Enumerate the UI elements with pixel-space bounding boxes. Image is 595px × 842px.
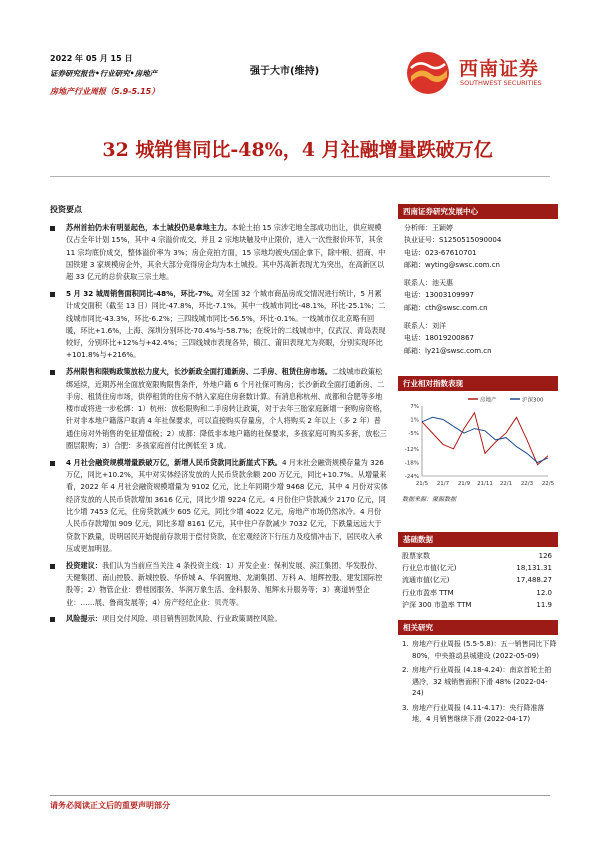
bullet-square-icon bbox=[50, 461, 55, 466]
related-header: 相关研究 bbox=[398, 620, 558, 635]
footer-divider bbox=[50, 795, 550, 796]
analyst-name: 分析师：王颖婷 bbox=[404, 224, 453, 232]
row-key: 行业市盈率 TTM bbox=[402, 588, 454, 597]
y-tick-label: -5% bbox=[408, 431, 419, 438]
bullet-square-icon bbox=[50, 617, 55, 622]
chart-source: 数据来源：聚源数据 bbox=[402, 496, 457, 503]
analyst-email[interactable]: 邮箱：ly21@swsc.com.cn bbox=[404, 346, 492, 355]
index-chart-panel bbox=[398, 376, 558, 503]
row-key: 流通市值(亿元) bbox=[402, 576, 450, 585]
bullet-text: 二线城市政策松绑延续，近期苏州全面放宽限购限售条件，外地户籍 6 个月社保可购房；长沙新政全面打通新房、二手房、租赁住房市场，供停租赁的住房不纳入家庭住房套数计算。有消息称杭州、成都和合肥等多地楼市或将进一步松绑：1）杭州：放松限购和二手房转让政策，对于去年三胎家庭新增一套购房资格，针对非本地户籍落户取消 4 年社保要求，可以直接购买存量房，个人将购买 2 年以上（多 2 年）普通住房对外销售的免征增值税；2）成都：降低非本地户籍的社保要求，多孩家庭可购买多套，放松三圈层限购；3）合肥：多孩家庭首付比例低至 3 成。 bbox=[66, 367, 387, 451]
bullet-lead: 苏州限售和限购政策放松力度大，长沙新政全面打通新房、二手房、租赁住房市场。 bbox=[66, 367, 332, 377]
analyst-line: 执业证号：S1250515090004 bbox=[404, 236, 502, 245]
related-research-panel bbox=[398, 620, 558, 729]
y-tick-label: -12% bbox=[404, 446, 419, 453]
bullet-text: 我们认为当前应当关注 4 条投资主线：1）开发企业：保利发展、滨江集团、华发股份、天健集团、南山控股、新城控股、华侨城 A、华润置地、龙湖集团、万科 A、旭辉控股、建发国际控股等；2）物管企业：碧桂园服务、华润万象生活、金科服务、旭辉永升服务等；3）赛道转型企业：……展、鲁商发展等；4）房产经纪企业：贝壳等。 bbox=[66, 560, 383, 607]
row-value: 17,488.27 bbox=[516, 576, 552, 585]
bullet-lead: 4 月社会融资规模增量跌破万亿，新增人民币贷款同比新崖式下跌。 bbox=[66, 457, 282, 467]
relative-index-chart bbox=[398, 394, 558, 494]
analyst-line: 电话：13003109997 bbox=[404, 291, 474, 300]
row-value: 12.0 bbox=[536, 588, 552, 597]
summary-body bbox=[50, 222, 388, 630]
summary-bullet bbox=[50, 457, 388, 555]
related-item-text[interactable]: 房地产行业周报 (4.18-4.24)：南京首轮土拍遇冷，32 城销售面积下滑 48% (2022-04-24) bbox=[412, 666, 552, 697]
series-line bbox=[422, 417, 548, 462]
bullet-lead: 风险提示： bbox=[66, 614, 102, 624]
analyst-name: 联系人：池天惠 bbox=[404, 279, 453, 288]
x-tick-label: 21/7 bbox=[436, 481, 450, 487]
report-name: 房地产行业周报（5.9-5.15） bbox=[50, 87, 160, 96]
chart-header: 行业相对指数表现 bbox=[398, 376, 558, 391]
table-row bbox=[398, 574, 558, 586]
legend-label: 沪深300 bbox=[522, 397, 544, 404]
bullet-square-icon bbox=[50, 370, 55, 375]
y-tick-label: -18% bbox=[404, 460, 419, 467]
basic-data-table bbox=[398, 547, 558, 611]
y-tick-label: 7% bbox=[410, 404, 419, 410]
analyst-name: 联系人：刘洋 bbox=[404, 322, 446, 331]
report-type: 证券研究报告•行业研究•房地产 bbox=[50, 69, 158, 78]
company-logo bbox=[405, 50, 555, 95]
related-item[interactable]: 3. 房地产行业周报 (4.11-4.17)：央行降准落地，4 月销售继续下滑 (2022-04-17) bbox=[402, 703, 545, 723]
summary-bullet bbox=[50, 613, 388, 625]
legend-label: 房地产 bbox=[480, 397, 497, 404]
summary-heading: 投资要点 bbox=[50, 205, 82, 214]
analyst-list bbox=[398, 219, 558, 357]
logo-text-cn: 西南证券 bbox=[459, 58, 540, 80]
logo-text-en: SOUTHWEST SECURITIES bbox=[460, 79, 542, 87]
row-value: 11.9 bbox=[536, 600, 552, 609]
related-item[interactable]: 2. 房地产行业周报 (4.18-4.24)：南京首轮土拍遇冷，32 城销售面积下滑 48% (2022-04-24) bbox=[402, 666, 552, 697]
bullet-square-icon bbox=[50, 292, 55, 297]
analyst-header: 西南证券研究发展中心 bbox=[398, 204, 558, 219]
summary-bullet bbox=[50, 366, 388, 452]
analyst-email[interactable]: 邮箱：wyting@swsc.com.cn bbox=[404, 260, 500, 269]
basic-data-header: 基础数据 bbox=[398, 532, 558, 547]
x-tick-label: 22/1 bbox=[499, 481, 513, 487]
x-tick-label: 22/3 bbox=[520, 481, 534, 487]
related-item[interactable]: 1. 房地产行业周报 (5.5-5.8)：五一销售同比下降 80%，中央推动县城建设 (2022-05-09) bbox=[402, 640, 557, 660]
logo-mark-icon bbox=[405, 50, 451, 96]
analyst-panel bbox=[398, 204, 558, 357]
x-tick-label: 21/9 bbox=[457, 481, 471, 487]
basic-data-panel bbox=[398, 532, 558, 611]
page-title: 32 城销售同比-48%，4 月社融增量跌破万亿 bbox=[102, 139, 493, 161]
series-line bbox=[422, 413, 548, 465]
table-row bbox=[398, 599, 558, 611]
row-value: 126 bbox=[538, 552, 552, 560]
y-tick-label: -24% bbox=[404, 474, 419, 480]
bullet-lead: 5 月 32 城周销售面积同比-48%，环比-7%。 bbox=[66, 288, 218, 298]
row-key: 沪深 300 市盈率 TTM bbox=[402, 600, 472, 609]
analyst-line: 电话：023-67610701 bbox=[404, 248, 477, 257]
bullet-text: 项目交付风险、项目销售回款风险、行业政策调控风险。 bbox=[101, 614, 282, 624]
row-key: 股票家数 bbox=[402, 552, 430, 560]
bullet-lead: 苏州首拍仍未有明显起色，本土城投仍是拿地主力。 bbox=[66, 223, 232, 232]
bullet-square-icon bbox=[50, 564, 55, 569]
related-item-text[interactable]: 房地产行业周报 (5.5-5.8)：五一销售同比下降 80%，中央推动县城建设 (2022-05-09) bbox=[412, 640, 557, 660]
table-row bbox=[398, 587, 558, 599]
x-tick-label: 21/5 bbox=[415, 481, 429, 487]
report-date: 2022 年 05 月 15 日 bbox=[50, 54, 133, 63]
bullet-text: 对全国 32 个城市商品房成交情况进行统计，5 月累计成交面积（截至 13 日）同比-47.8%，环比-7.1%。其中一线城市同比-48.1%，环比-25.1%；二线城市同比-43.3%，环比-6.2%；三四线城市同比-56.5%，环比-0.1%。一线城市仅北京略有回暖，环比+1.6%，上海、深圳分别环比-70.4%与-58.7%；在统计的二线城市中，仅武汉、青岛表现较好，分别环比+12%与+42.4%；三四线城市表现各异，镇江、莆田表现尤为亮眼，分别实现环比+101.8%与+216%。 bbox=[66, 288, 386, 360]
summary-bullet bbox=[50, 288, 388, 362]
x-tick-label: 22/5 bbox=[541, 481, 555, 487]
x-tick-label: 21/11 bbox=[477, 481, 493, 487]
bullet-square-icon bbox=[50, 226, 55, 231]
bullet-lead: 投资建议： bbox=[66, 560, 102, 570]
analyst-line: 电话：18019200867 bbox=[404, 334, 474, 343]
table-row bbox=[398, 550, 558, 562]
table-row bbox=[398, 562, 558, 574]
rating: 强于大市(维持) bbox=[250, 66, 320, 77]
bullet-text: 4 月末社会融资规模存量为 326 万亿，同比+10.2%，其中对实体经济发放的人民币贷款余额 200 万亿元，同比+10.7%。从增量来看，2022 年 4 月社会融资规模增量为 9102 亿元，比上年同期少增 9468 亿元，其中 4 月份对实体经济发放的人民币贷款增加 3616 亿元，同比少增 9224 亿元。4 月份住户贷款减少 2170 亿元，同比少增 7453 亿元，住房贷款减少 605 亿元，同比少增 4022 亿元，房地产市场仍然冰冷。4 月份人民币存款增加 909 亿元，同比多增 8161 亿元，其中住户存款减少 7032 亿元，下跌量远远大于贷款下跌量，说明居民开始提前存款用于偿付贷款，在宏观经济下行压力及疫情冲击下，居民收入承压或更加明显。 bbox=[66, 457, 388, 553]
divider bbox=[50, 176, 550, 177]
summary-bullet bbox=[50, 560, 388, 609]
analyst-email[interactable]: 邮箱：cth@swsc.com.cn bbox=[404, 303, 488, 312]
related-item-text[interactable]: 房地产行业周报 (4.11-4.17)：央行降准落地，4 月销售继续下滑 (2022-04-17) bbox=[412, 703, 545, 723]
related-list bbox=[398, 635, 558, 726]
footer-disclaimer[interactable]: 请务必阅读正文后的重要声明部分 bbox=[50, 801, 170, 810]
row-value: 18,131.31 bbox=[516, 564, 552, 573]
row-key: 行业总市值(亿元) bbox=[402, 564, 457, 573]
y-tick-label: 1% bbox=[410, 417, 419, 424]
summary-bullet bbox=[50, 222, 388, 283]
bullet-text: 本轮土拍 15 宗涉宅地全部成功出让，供应规模仅占全年计划 15%，其中 4 宗溢价成交、并且 2 宗地块触及中止限价，进入一次性报价环节，其余 11 宗均底价成交，整体溢价率为 3%；房企竞拍方面，15 宗地均被央/国企拿下，除中粮、招商、中国铁建 3 家规模房企外，其余大部分竞得房企均为本土城投。其中苏高新表现尤为突出，在高新区以超 33 亿元的总价获取三宗土地。 bbox=[66, 223, 386, 282]
